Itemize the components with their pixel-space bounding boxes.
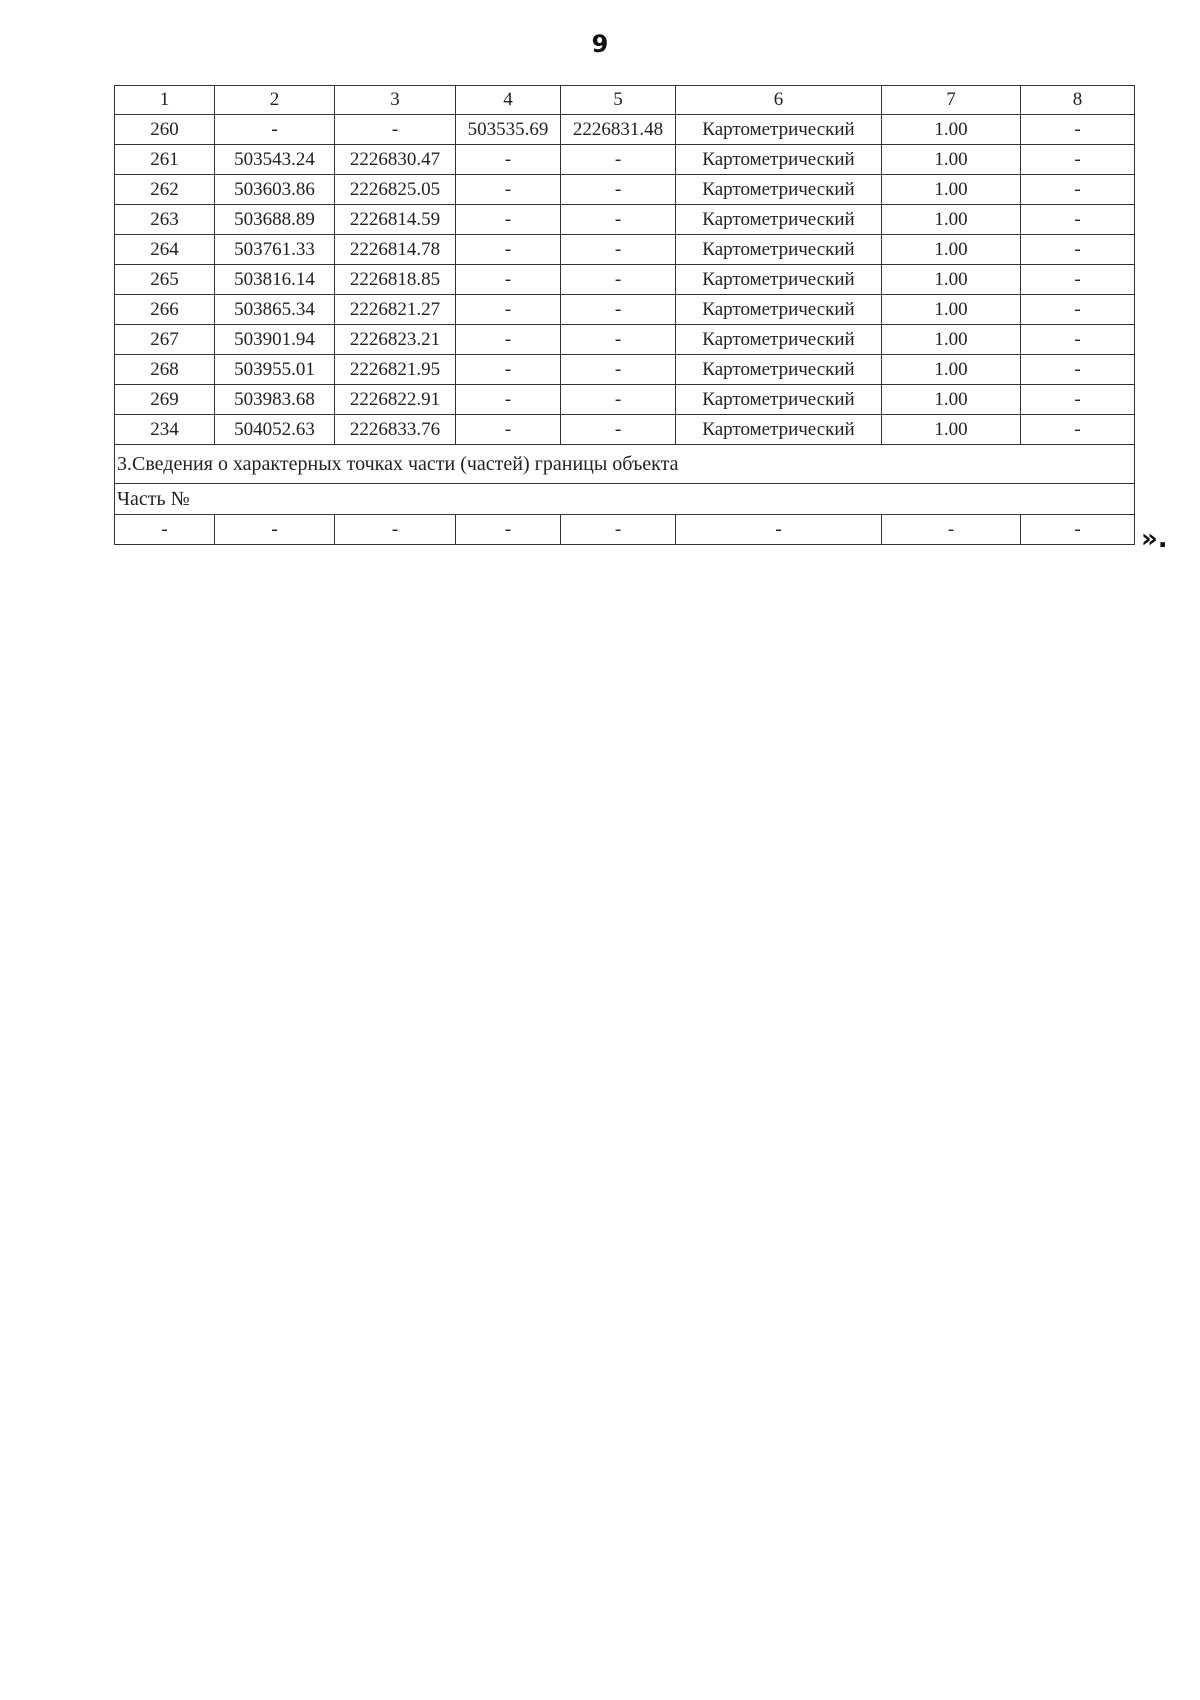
table-cell: -: [1021, 295, 1135, 325]
table-cell: -: [456, 325, 561, 355]
table-cell: -: [561, 175, 676, 205]
table-cell: -: [561, 355, 676, 385]
table-cell: -: [561, 515, 676, 545]
table-cell: 263: [115, 205, 215, 235]
table-cell: -: [1021, 385, 1135, 415]
part-number-row: [115, 484, 1135, 515]
table-cell: -: [456, 415, 561, 445]
section-title-row: [115, 445, 1135, 484]
table-row: [115, 115, 1135, 145]
table-body: [115, 86, 1135, 545]
table-cell: -: [456, 205, 561, 235]
table-cell: -: [1021, 325, 1135, 355]
table-cell: Картометрический: [676, 115, 882, 145]
table-cell: 503543.24: [215, 145, 335, 175]
table-row: [115, 145, 1135, 175]
table-cell: -: [1021, 145, 1135, 175]
section-title: 3.Сведения о характерных точках части (частей) границы объекта: [115, 445, 1135, 484]
table-cell: -: [561, 385, 676, 415]
table-cell: Картометрический: [676, 385, 882, 415]
table-cell: -: [215, 515, 335, 545]
column-header: 4: [456, 86, 561, 115]
empty-data-row: [115, 515, 1135, 545]
table-cell: -: [561, 205, 676, 235]
table-cell: -: [561, 325, 676, 355]
table-cell: -: [456, 235, 561, 265]
table-cell: Картометрический: [676, 235, 882, 265]
column-header: 5: [561, 86, 676, 115]
table-cell: -: [335, 115, 456, 145]
table-cell: 269: [115, 385, 215, 415]
table-cell: 1.00: [882, 325, 1021, 355]
column-header: 7: [882, 86, 1021, 115]
table-cell: 1.00: [882, 265, 1021, 295]
table-cell: 503983.68: [215, 385, 335, 415]
table-cell: -: [561, 145, 676, 175]
table-cell: -: [882, 515, 1021, 545]
table-cell: -: [1021, 415, 1135, 445]
part-number-label: Часть №: [115, 484, 1135, 515]
table-cell: 2226818.85: [335, 265, 456, 295]
page-number: 9: [591, 30, 609, 58]
table-cell: 265: [115, 265, 215, 295]
table-cell: 504052.63: [215, 415, 335, 445]
table-cell: -: [561, 415, 676, 445]
table-cell: -: [456, 175, 561, 205]
table-cell: 1.00: [882, 415, 1021, 445]
table-cell: 503816.14: [215, 265, 335, 295]
table-cell: 2226831.48: [561, 115, 676, 145]
table-cell: -: [1021, 205, 1135, 235]
table-cell: 1.00: [882, 205, 1021, 235]
table-cell: 261: [115, 145, 215, 175]
table-cell: -: [456, 385, 561, 415]
table-cell: 262: [115, 175, 215, 205]
table-cell: 1.00: [882, 145, 1021, 175]
table-cell: 1.00: [882, 175, 1021, 205]
table-cell: -: [1021, 175, 1135, 205]
table-row: [115, 385, 1135, 415]
table-row: [115, 175, 1135, 205]
table-cell: 503761.33: [215, 235, 335, 265]
table-cell: -: [456, 515, 561, 545]
table-cell: -: [1021, 115, 1135, 145]
column-number-row: [115, 86, 1135, 115]
table-row: [115, 235, 1135, 265]
table-cell: 234: [115, 415, 215, 445]
table-cell: 503955.01: [215, 355, 335, 385]
table-cell: 264: [115, 235, 215, 265]
table-cell: 2226814.59: [335, 205, 456, 235]
table-row: [115, 205, 1135, 235]
column-header: 6: [676, 86, 882, 115]
table-cell: 2226833.76: [335, 415, 456, 445]
table-cell: -: [456, 265, 561, 295]
table-cell: Картометрический: [676, 265, 882, 295]
table-cell: -: [561, 265, 676, 295]
table-cell: 1.00: [882, 355, 1021, 385]
table-cell: -: [561, 235, 676, 265]
table-cell: Картометрический: [676, 295, 882, 325]
table-cell: Картометрический: [676, 145, 882, 175]
table-cell: Картометрический: [676, 175, 882, 205]
table-row: [115, 415, 1135, 445]
table-cell: 266: [115, 295, 215, 325]
table-cell: -: [561, 295, 676, 325]
table-cell: -: [335, 515, 456, 545]
column-header: 8: [1021, 86, 1135, 115]
table-cell: Картометрический: [676, 355, 882, 385]
table-cell: 503603.86: [215, 175, 335, 205]
table-cell: 2226823.21: [335, 325, 456, 355]
table-cell: -: [456, 355, 561, 385]
column-header: 1: [115, 86, 215, 115]
table-cell: -: [115, 515, 215, 545]
table-cell: 1.00: [882, 235, 1021, 265]
column-header: 2: [215, 86, 335, 115]
coordinates-table: [114, 85, 1135, 545]
table-cell: 268: [115, 355, 215, 385]
table-cell: -: [215, 115, 335, 145]
table-cell: 2226830.47: [335, 145, 456, 175]
table-row: [115, 325, 1135, 355]
table-cell: 267: [115, 325, 215, 355]
table-cell: Картометрический: [676, 325, 882, 355]
column-header: 3: [335, 86, 456, 115]
table-cell: -: [1021, 265, 1135, 295]
table-cell: 2226825.05: [335, 175, 456, 205]
table-cell: -: [1021, 515, 1135, 545]
table-cell: -: [456, 295, 561, 325]
table-cell: 503688.89: [215, 205, 335, 235]
closing-quote-mark: ».: [1141, 524, 1168, 554]
table-cell: 503865.34: [215, 295, 335, 325]
table-cell: -: [1021, 235, 1135, 265]
table-cell: 1.00: [882, 385, 1021, 415]
table-row: [115, 265, 1135, 295]
table-cell: 2226821.95: [335, 355, 456, 385]
table-row: [115, 295, 1135, 325]
table-cell: Картометрический: [676, 415, 882, 445]
table-cell: 2226814.78: [335, 235, 456, 265]
table-row: [115, 355, 1135, 385]
table-cell: 2226821.27: [335, 295, 456, 325]
table-cell: -: [1021, 355, 1135, 385]
table-cell: 2226822.91: [335, 385, 456, 415]
table-cell: Картометрический: [676, 205, 882, 235]
table-cell: 503901.94: [215, 325, 335, 355]
table-cell: -: [456, 145, 561, 175]
table-cell: 260: [115, 115, 215, 145]
table-cell: 1.00: [882, 295, 1021, 325]
table-cell: -: [676, 515, 882, 545]
table-cell: 503535.69: [456, 115, 561, 145]
table-cell: 1.00: [882, 115, 1021, 145]
